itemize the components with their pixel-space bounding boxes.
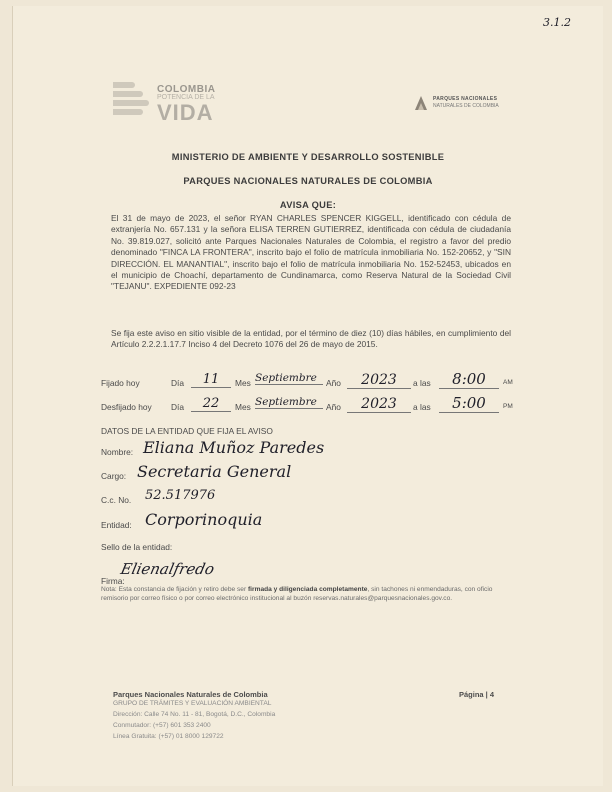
fijado-dia-label: Día	[171, 378, 185, 388]
fijado-ampm: AM	[503, 379, 513, 386]
page-number: Página | 4	[459, 690, 495, 699]
logo-line-1: COLOMBIA	[157, 84, 216, 95]
notice-heading: AVISA QUE:	[279, 200, 337, 210]
fijado-hora-value: 8:00	[439, 370, 499, 389]
logo-right-line-2: NATURALES DE COLOMBIA	[433, 103, 499, 109]
logo-line-3: VIDA	[157, 100, 214, 125]
parks-heading: PARQUES NACIONALES NATURALES DE COLOMBIA	[183, 176, 433, 186]
colombia-potencia-logo	[113, 78, 243, 128]
parques-nacionales-logo	[413, 94, 533, 118]
note-bold: firmada y diligenciada completamente	[247, 586, 368, 593]
entity-section-title: DATOS DE LA ENTIDAD QUE FIJA EL AVISO	[101, 426, 273, 436]
cargo-value: Secretaria General	[137, 462, 292, 481]
fijado-hora-label: a las	[413, 378, 431, 388]
desfijado-mes-value: Septiembre	[255, 396, 323, 409]
signature: Elienalfredo	[119, 560, 216, 578]
fijado-ano-label: Año	[326, 378, 341, 388]
desfijado-label: Desfijado hoy	[101, 402, 152, 412]
desfijado-mes-label: Mes	[235, 402, 251, 412]
fijado-mes-label: Mes	[235, 378, 251, 388]
desfijado-hora-value: 5:00	[439, 394, 499, 413]
notice-paragraph: El 31 de mayo de 2023, el señor RYAN CHARLES SPENCER KIGGELL, identificado con cédula de extranjería No. 657.131 y la señora ELISA TERREN GUTIERREZ, identificada con cédula de ciudadanía No. 39.819.027, solicitó ante Parques Nacionales Naturales de Colombia, el registro a favor del predio denominado "FINCA LA FRONTERA", inscrito bajo el folio de matrícula inmobiliaria No. 152-20652, y "SIN DIRECCIÓN. EL MANANTIAL", inscrito bajo el folio de matrícula inmobiliaria No. 152-52453, ubicados en el municipio de Choachí, departamento de Cundinamarca, como Reserva Natural de la Sociedad Civil "TEJANU". EXPEDIENTE 092-23	[111, 213, 511, 292]
note-text	[101, 585, 513, 603]
ministry-heading: MINISTERIO DE AMBIENTE Y DESARROLLO SOSTENIBLE	[171, 152, 445, 162]
desfijado-row	[101, 396, 511, 414]
desfijado-hora-label: a las	[413, 402, 431, 412]
cargo-label: Cargo:	[101, 471, 127, 481]
nombre-value: Eliana Muñoz Paredes	[143, 438, 325, 457]
footer-address: Dirección: Calle 74 No. 11 - 81, Bogotá, D.C., Colombia	[113, 711, 276, 718]
footer-group: GRUPO DE TRÁMITES Y EVALUACIÓN AMBIENTAL	[113, 700, 272, 707]
sello-label: Sello de la entidad:	[101, 542, 173, 552]
cc-label: C.c. No.	[101, 495, 132, 505]
fijado-dia-value: 11	[191, 372, 231, 388]
footer-phone: Conmutador: (+57) 601 353 2400	[113, 722, 211, 729]
note-prefix: Nota: Esta constancia de fijación y retiro debe ser	[101, 586, 248, 593]
desfijado-ampm: PM	[503, 403, 513, 410]
desfijado-dia-value: 22	[191, 396, 231, 412]
desfijado-dia-label: Día	[171, 402, 185, 412]
footer-toll-free: Línea Gratuita: (+57) 01 8000 129722	[113, 733, 224, 740]
stripes-icon	[113, 82, 151, 122]
logo-line-2: POTENCIA DE LA	[157, 94, 215, 101]
entidad-label: Entidad:	[101, 520, 132, 530]
fijado-mes-value: Septiembre	[255, 372, 323, 385]
fijado-ano-value: 2023	[347, 372, 411, 389]
nombre-label: Nombre:	[101, 447, 134, 457]
logo-right-line-1: PARQUES NACIONALES	[433, 96, 498, 102]
corner-handwritten-mark: 3.1.2	[543, 16, 571, 29]
footer-org: Parques Nacionales Naturales de Colombia	[113, 690, 268, 699]
firma-label: Firma:	[101, 576, 125, 586]
park-emblem-icon	[413, 94, 429, 112]
note-suffix: , sin tachones ni enmendaduras, con oficio remisorio por correo físico o por correo electrónico institucional al buzón reservas.naturales@parquesnacionales.gov.co.	[101, 586, 493, 602]
cc-value: 52.517976	[145, 488, 216, 503]
fijado-label: Fijado hoy	[101, 378, 140, 388]
desfijado-ano-label: Año	[326, 402, 341, 412]
entidad-value: Corporinoquia	[145, 510, 263, 529]
desfijado-ano-value: 2023	[347, 396, 411, 413]
posting-paragraph: Se fija este aviso en sitio visible de la entidad, por el término de diez (10) días hábiles, en cumplimiento del Artículo 2.2.2.1.17.7 Inciso 4 del Decreto 1076 del 26 de mayo de 2015.	[111, 328, 511, 350]
document-page	[12, 6, 603, 786]
fijado-row	[101, 372, 511, 390]
